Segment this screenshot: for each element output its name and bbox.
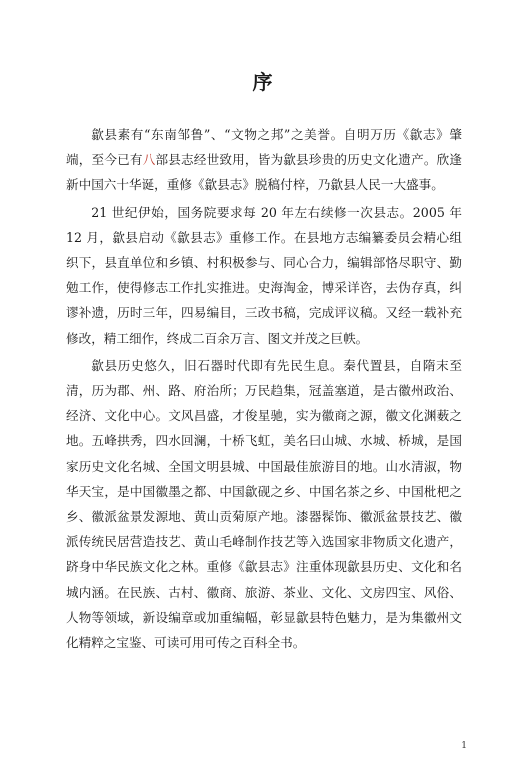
paragraph-1-text-b: 部县志经世致用，皆为歙县珍贵的历史文化遗产。欣逢新中国六十华诞，重修《歙县志》脱稿付梓，乃歙县人民一大盛事。 [66,152,463,193]
highlighted-numeral: 八 [142,152,156,168]
paragraph-1 [66,122,462,198]
paragraph-2: 21 世纪伊始，国务院要求每 20 年左右续修一次县志。2005 年 12 月，歙县启动《歙县志》重修工作。在县地方志编纂委员会精心组织下，县直单位和乡镇、村积极参与、同心合力，编辑部恪尽职守、勤勉工作，使得修志工作扎实推进。史海淘金，博采详咨，去伪存真，纠谬补遗，历时三年，四易编目，三改书稿，完成评议稿。又经一载补充修改，精工细作，终成二百余万言、图文并茂之巨帙。 [66,204,462,346]
document-body [66,122,462,657]
page-number: 1 [461,741,467,751]
page-title: 序 [252,70,275,94]
paragraph-3: 歙县历史悠久，旧石器时代即有先民生息。秦代置县，自隋末至清，历为郡、州、路、府治所；万民趋集，冠盖塞道，是古徽州政治、经济、文化中心。文风昌盛，才俊星驰，实为徽商之源，徽文化渊薮之地。五峰拱秀，四水回澜，十桥飞虹，美名曰山城、水城、桥城，是国家历史文化名城、全国文明县城、中国最佳旅游目的地。山水清淑，物华天宝，是中国徽墨之都、中国歙砚之乡、中国名茶之乡、中国枇杷之乡、徽派盆景发源地、黄山贡菊原产地。漆器髹饰、徽派盆景技艺、徽派传统民居营造技艺、黄山毛峰制作技艺等入选国家非物质文化遗产，跻身中华民族文化之林。重修《歙县志》注重体现歙县历史、文化和名城内涵。在民族、古村、徽商、旅游、茶业、文化、文房四宝、风俗、人物等领域，新设编章或加重编幅，彰显歙县特色魅力，是为集徽州文化精粹之宝鉴、可读可用可传之百科全书。 [66,357,462,651]
paragraph-1-text-a: 歙县素有“东南邹鲁”、“文物之邦”之美誉。自明万历《歙志》肇端，至今已有 [66,127,462,168]
